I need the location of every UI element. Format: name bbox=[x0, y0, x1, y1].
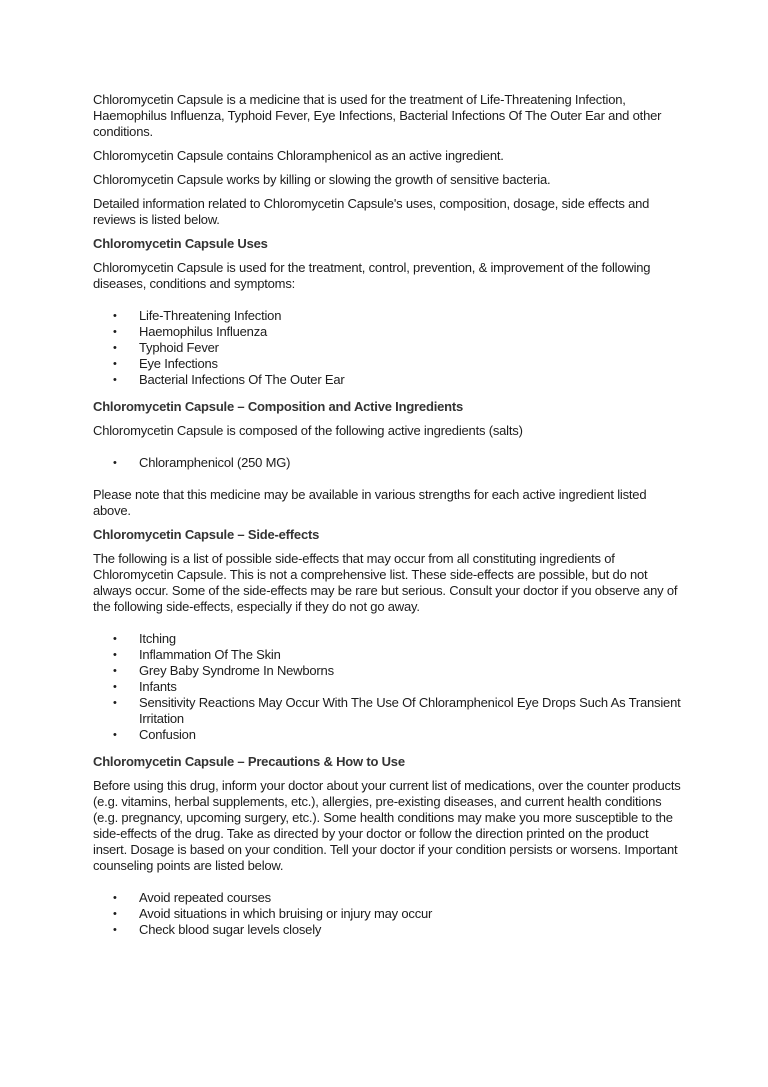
side-effects-list bbox=[93, 631, 682, 743]
bullet-icon: • bbox=[113, 633, 117, 645]
uses-list bbox=[93, 308, 682, 388]
list-item: • Eye Infections bbox=[113, 356, 218, 371]
uses-text: Chloromycetin Capsule is used for the treatment, control, prevention, & improvement of the following diseases, conditions and symptoms: bbox=[93, 260, 651, 291]
bullet-icon: • bbox=[113, 326, 117, 338]
precautions-text: Before using this drug, inform your doctor about your current list of medications, over the counter products (e.g. vitamins, herbal supplements, etc.), allergies, pre-existing diseases, and current health conditions (e.g. pregnancy, upcoming surgery, etc.). Some health conditions may make you more susceptible to the side-effects of the drug. Take as directed by your doctor or follow the direction printed on the product insert. Dosage is based on your condition. Tell your doctor if your condition persists or worsens. Important counseling points are listed below. bbox=[93, 778, 681, 873]
composition-list bbox=[93, 455, 682, 471]
bullet-icon: • bbox=[113, 649, 117, 661]
composition-note: Please note that this medicine may be available in various strengths for each active ingredient listed above. bbox=[93, 487, 647, 518]
list-item: • Infants bbox=[113, 679, 177, 694]
bullet-icon: • bbox=[113, 358, 117, 370]
bullet-icon: • bbox=[113, 310, 117, 322]
list-item: • Itching bbox=[113, 631, 176, 646]
list-item: • Sensitivity Reactions May Occur With The Use Of Chloramphenicol Eye Drops Such As Transient Irritation bbox=[113, 695, 681, 726]
bullet-icon: • bbox=[113, 342, 117, 354]
uses-heading: Chloromycetin Capsule Uses bbox=[93, 236, 268, 251]
side-effects-heading: Chloromycetin Capsule – Side-effects bbox=[93, 527, 320, 542]
bullet-icon: • bbox=[113, 924, 117, 936]
bullet-icon: • bbox=[113, 681, 117, 693]
precautions-heading: Chloromycetin Capsule – Precautions & How to Use bbox=[93, 754, 405, 769]
bullet-icon: • bbox=[113, 457, 117, 469]
intro-paragraph-4: Detailed information related to Chloromycetin Capsule's uses, composition, dosage, side effects and reviews is listed below. bbox=[93, 196, 650, 227]
bullet-icon: • bbox=[113, 374, 117, 386]
list-item: • Typhoid Fever bbox=[113, 340, 219, 355]
intro-paragraph-3: Chloromycetin Capsule works by killing or slowing the growth of sensitive bacteria. bbox=[93, 172, 551, 187]
list-item: • Avoid repeated courses bbox=[113, 890, 271, 905]
bullet-icon: • bbox=[113, 908, 117, 920]
composition-heading: Chloromycetin Capsule – Composition and Active Ingredients bbox=[93, 399, 464, 414]
composition-text: Chloromycetin Capsule is composed of the following active ingredients (salts) bbox=[93, 423, 523, 438]
list-item: • Chloramphenicol (250 MG) bbox=[113, 455, 291, 470]
precautions-list bbox=[93, 890, 682, 938]
intro-paragraph-1: Chloromycetin Capsule is a medicine that is used for the treatment of Life-Threatening Infection, Haemophilus Influenza, Typhoid Fever, Eye Infections, Bacterial Infections Of The Outer Ear and other conditions. bbox=[93, 92, 662, 139]
list-item: • Haemophilus Influenza bbox=[113, 324, 268, 339]
list-item: • Grey Baby Syndrome In Newborns bbox=[113, 663, 334, 678]
bullet-icon: • bbox=[113, 697, 117, 709]
side-effects-text: The following is a list of possible side-effects that may occur from all constituting ingredients of Chloromycetin Capsule. This is not a comprehensive list. These side-effects are possible, but do not always occur. Some of the side-effects may be rare but serious. Consult your doctor if you observe any of the following side-effects, especially if they do not go away. bbox=[93, 551, 678, 614]
list-item: • Confusion bbox=[113, 727, 196, 742]
list-item: • Bacterial Infections Of The Outer Ear bbox=[113, 372, 345, 387]
list-item: • Check blood sugar levels closely bbox=[113, 922, 322, 937]
list-item: • Inflammation Of The Skin bbox=[113, 647, 281, 662]
bullet-icon: • bbox=[113, 892, 117, 904]
intro-paragraph-2: Chloromycetin Capsule contains Chloramphenicol as an active ingredient. bbox=[93, 148, 504, 163]
list-item: • Life-Threatening Infection bbox=[113, 308, 282, 323]
list-item: • Avoid situations in which bruising or injury may occur bbox=[113, 906, 433, 921]
bullet-icon: • bbox=[113, 729, 117, 741]
bullet-icon: • bbox=[113, 665, 117, 677]
